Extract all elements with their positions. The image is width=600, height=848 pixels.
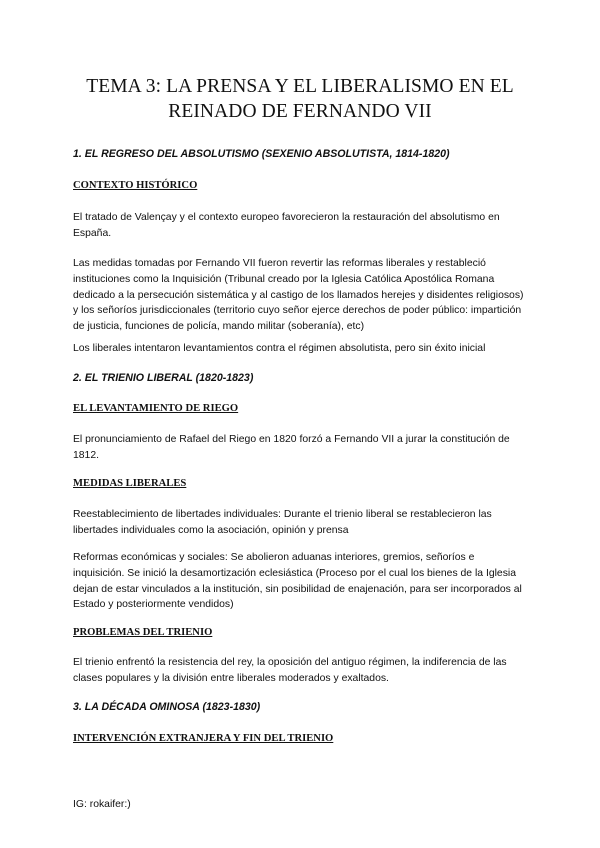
section-2-paragraph-4: El trienio enfrentó la resistencia del rey, la oposición del antiguo régimen, la indiferencia de las clases populares y la división entre liberales moderados y exaltados. (73, 657, 507, 684)
footer-credit: IG: rokaifer:) (73, 799, 131, 810)
section-1-paragraph-1: El tratado de Valençay y el contexto europeo favorecieron la restauración del absolutismo en España. (73, 212, 500, 239)
section-1-paragraph-2: Las medidas tomadas por Fernando VII fueron revertir las reformas liberales y restableció instituciones como la Inquisición (Tribunal creado por la Iglesia Católica Apostólica Romana dedicado a la persecución sistemática y al castigo de los llamados herejes y disidentes religiosos) y los señoríos jurisdiccionales (territorio cuyo señor ejerce derechos de poder público: impartición de justicia, funciones de policía, mando militar (soberanía), etc) (73, 258, 524, 333)
section-1-heading: 1. EL REGRESO DEL ABSOLUTISMO (SEXENIO ABSOLUTISTA, 1814-1820) (73, 148, 450, 160)
section-2-heading: 2. EL TRIENIO LIBERAL (1820-1823) (73, 372, 254, 384)
section-2-subheading-medidas: MEDIDAS LIBERALES (73, 478, 187, 489)
section-2-subheading-riego: EL LEVANTAMIENTO DE RIEGO (73, 403, 239, 414)
section-1-paragraph-3: Los liberales intentaron levantamientos contra el régimen absolutista, pero sin éxito inicial (73, 343, 486, 354)
section-1-subheading-contexto: CONTEXTO HISTÓRICO (73, 180, 198, 191)
section-2-paragraph-1: El pronunciamiento de Rafael del Riego en 1820 forzó a Fernando VII a jurar la constitución de 1812. (73, 434, 510, 461)
section-3-subheading-intervencion: INTERVENCIÓN EXTRANJERA Y FIN DEL TRIENIO (73, 733, 334, 744)
section-3-heading: 3. LA DÉCADA OMINOSA (1823-1830) (73, 701, 261, 713)
section-2-paragraph-2: Reestablecimiento de libertades individuales: Durante el trienio liberal se restablecieron las libertades individuales como la asociación, opinión y prensa (73, 509, 492, 536)
document-title (40, 74, 560, 124)
title-line-2: REINADO DE FERNANDO VII (168, 101, 432, 122)
section-2-paragraph-3: Reformas económicas y sociales: Se abolieron aduanas interiores, gremios, señoríos e inquisición. Se inició la desamortización eclesiástica (Proceso por el cual los bienes de la Iglesia dejan de estar vinculados a la institución, sin posibilidad de enajenación, para ser incorporados al Estado y posteriormente vendidos) (73, 552, 522, 611)
title-line-1: TEMA 3: LA PRENSA Y EL LIBERALISMO EN EL (86, 76, 514, 97)
section-2-subheading-problemas: PROBLEMAS DEL TRIENIO (73, 627, 213, 638)
